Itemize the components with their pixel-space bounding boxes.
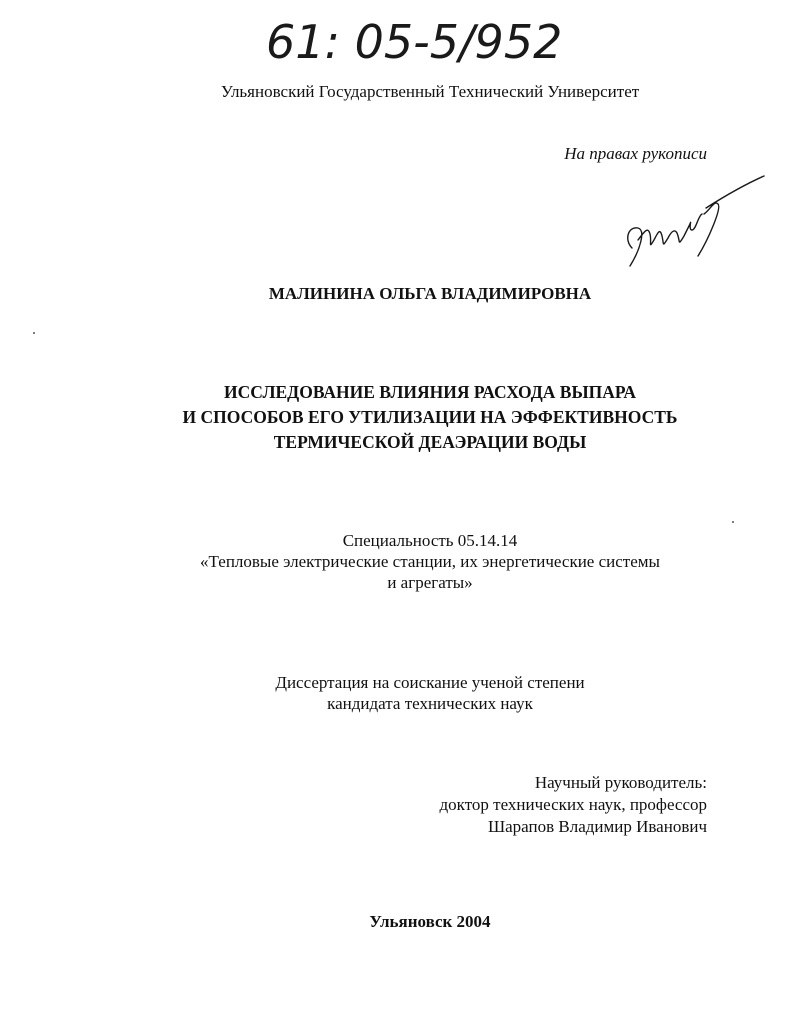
degree-block	[150, 672, 710, 714]
supervisor-degree: доктор технических наук, профессор	[439, 795, 707, 814]
archive-mark-handwriting	[262, 8, 562, 72]
specialty-name-line: и агрегаты»	[387, 573, 473, 592]
archive-mark-text: 61: 05-5/952	[266, 15, 563, 69]
scan-speck	[732, 521, 734, 523]
manuscript-rights-note: На правах рукописи	[564, 144, 707, 163]
supervisor-label: Научный руководитель:	[534, 773, 707, 792]
author-signature	[618, 170, 778, 280]
degree-line: Диссертация на соискание ученой степени	[275, 673, 585, 692]
degree-line: кандидата технических наук	[327, 694, 533, 713]
university-name: Ульяновский Государственный Технический Университет	[220, 82, 640, 101]
supervisor-name: Шарапов Владимир Иванович	[487, 817, 707, 836]
specialty-code: Специальность 05.14.14	[342, 531, 518, 550]
scan-speck	[33, 332, 35, 334]
dissertation-title	[130, 380, 730, 455]
title-line: ТЕРМИЧЕСКОЙ ДЕАЭРАЦИИ ВОДЫ	[273, 432, 587, 452]
title-line: И СПОСОБОВ ЕГО УТИЛИЗАЦИИ НА ЭФФЕКТИВНОСТЬ	[182, 407, 678, 427]
signature-icon	[618, 170, 778, 280]
specialty-block	[150, 530, 710, 593]
author-name: МАЛИНИНА ОЛЬГА ВЛАДИМИРОВНА	[268, 284, 592, 303]
title-line: ИССЛЕДОВАНИЕ ВЛИЯНИЯ РАСХОДА ВЫПАРА	[224, 382, 636, 402]
city-year: Ульяновск 2004	[369, 912, 491, 931]
supervisor-block	[440, 772, 707, 838]
archive-mark	[262, 8, 562, 72]
specialty-name-line: «Тепловые электрические станции, их энергетические системы	[200, 552, 660, 571]
